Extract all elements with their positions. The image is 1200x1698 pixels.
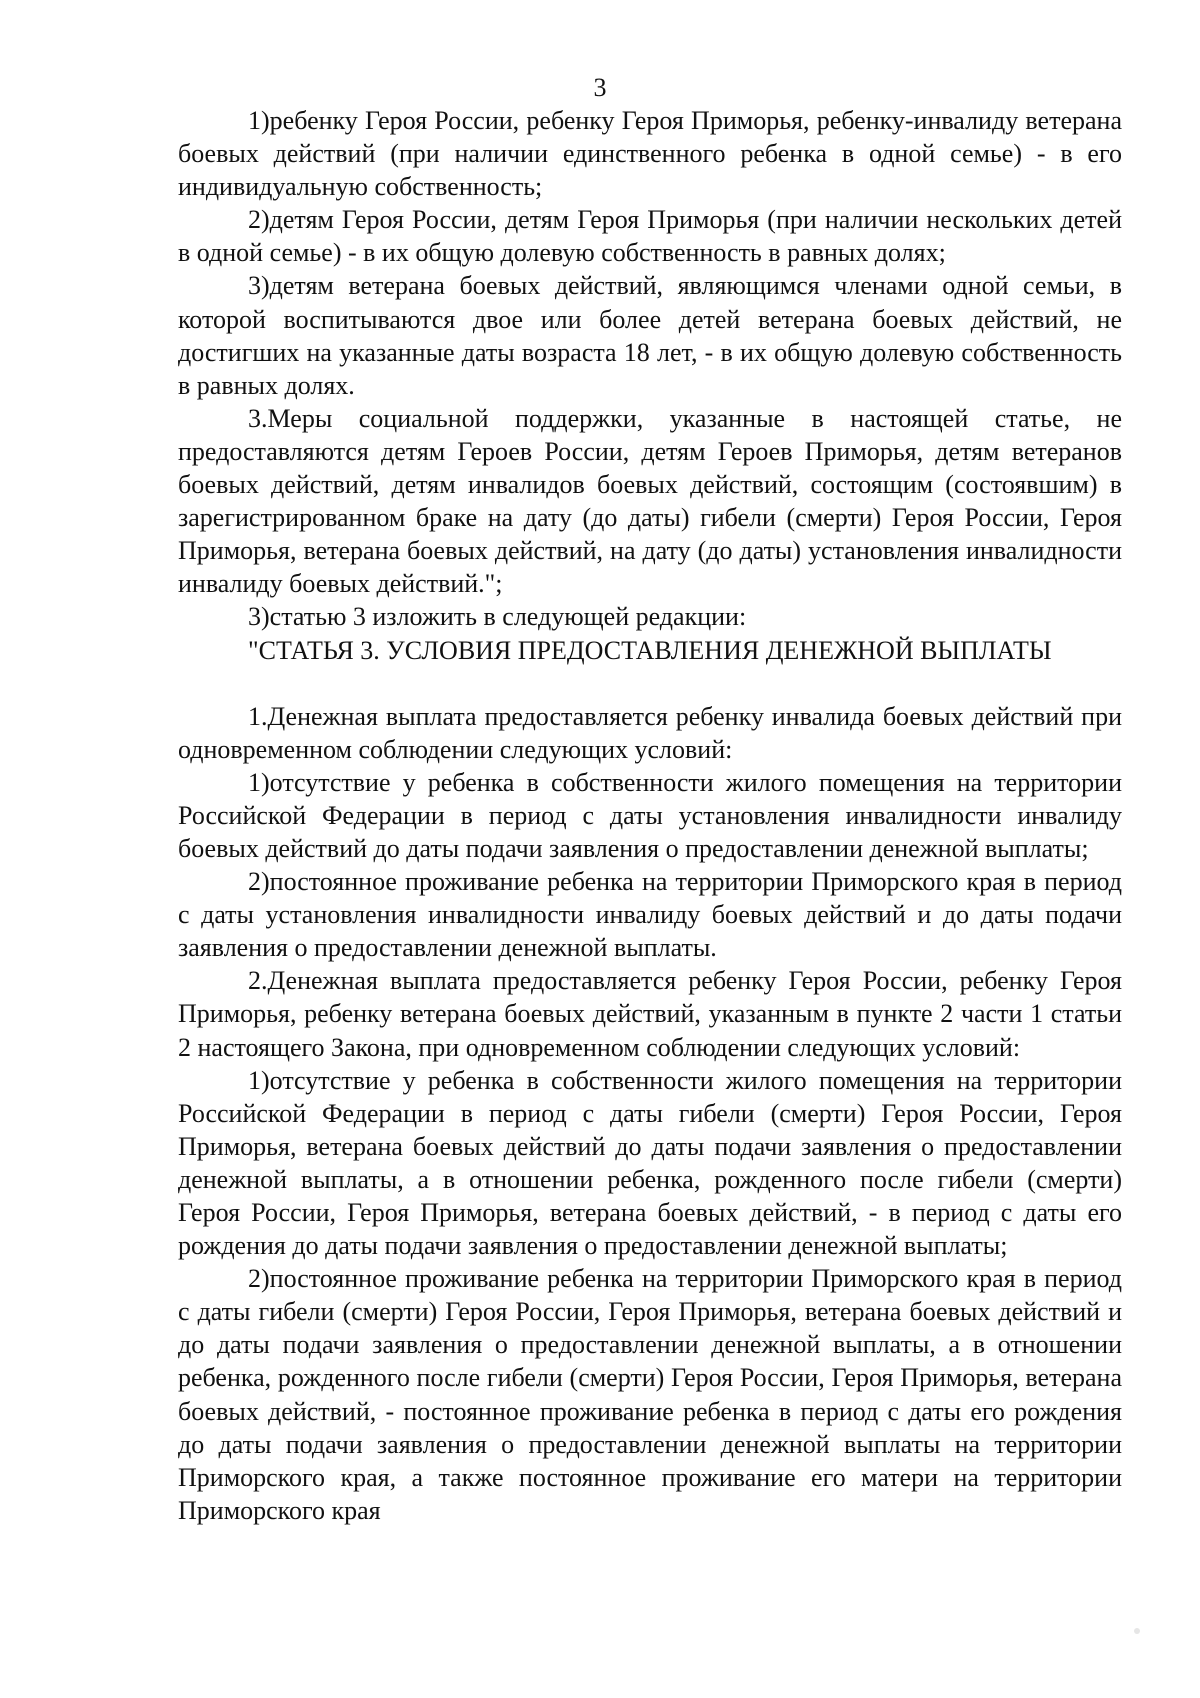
paragraph-item-2: 2)детям Героя России, детям Героя Приморья (при наличии нескольких детей в одной семье) - в их общую долевую собственность в равных долях; (178, 205, 1122, 268)
paragraph-part-3: 3.Меры социальной поддержки, указанные в настоящей статье, не предоставляются детям Героев России, детям Героев Приморья, детям ветеранов боевых действий, детям инвалидов боевых действий, состоящим (состоявшим) в зарегистрированном браке на дату (до даты) гибели (смерти) Героя России, Героя Приморья, ветерана боевых действий, на дату (до даты) установления инвалидности инвалиду боевых действий."; (178, 403, 1122, 599)
paragraph-part-1: 1.Денежная выплата предоставляется ребенку инвалида боевых действий при одновременном соблюдении следующих условий: (178, 701, 1122, 764)
paragraph-part-1-item-2: 2)постоянное проживание ребенка на территории Приморского края в период с даты установления инвалидности инвалиду боевых действий и до даты подачи заявления о предоставлении денежной выплаты. (178, 867, 1122, 963)
article-3-heading: "СТАТЬЯ 3. УСЛОВИЯ ПРЕДОСТАВЛЕНИЯ ДЕНЕЖНОЙ ВЫПЛАТЫ (248, 635, 1052, 665)
paragraph-item-3: 3)детям ветерана боевых действий, являющимся членами одной семьи, в которой воспитываются двое или более детей ветерана боевых действий, не достигших на указанные даты возраста 18 лет, - в их общую долевую собственность в равных долях. (178, 271, 1122, 400)
heading-spacer (178, 667, 1122, 700)
paragraph-part-2-item-1: 1)отсутствие у ребенка в собственности жилого помещения на территории Российской Федерации в период с даты гибели (смерти) Героя России, Героя Приморья, ветерана боевых действий до даты подачи заявления о предоставлении денежной выплаты, а в отношении ребенка, рожденного после гибели (смерти) Героя России, Героя Приморья, ветерана боевых действий, - в период с даты его рождения до даты подачи заявления о предоставлении денежной выплаты; (178, 1065, 1122, 1261)
paragraph-part-1-item-1: 1)отсутствие у ребенка в собственности жилого помещения на территории Российской Федерации в период с даты установления инвалидности инвалиду боевых действий до даты подачи заявления о предоставлении денежной выплаты; (178, 767, 1122, 863)
document-body (178, 104, 1122, 1527)
paragraph-part-2: 2.Денежная выплата предоставляется ребенку Героя России, ребенку Героя Приморья, ребенку ветерана боевых действий, указанным в пункте 2 части 1 статьи 2 настоящего Закона, при одновременном соблюдении следующих условий: (178, 966, 1122, 1062)
paragraph-part-2-item-2: 2)постоянное проживание ребенка на территории Приморского края в период с даты гибели (смерти) Героя России, Героя Приморья, ветерана боевых действий и до даты подачи заявления о предоставлении денежной выплаты, а в отношении ребенка, рожденного после гибели (смерти) Героя России, Героя Приморья, ветерана боевых действий, - постоянное проживание ребенка в период с даты его рождения до даты подачи заявления о предоставлении денежной выплаты на территории Приморского края, а также постоянное проживание его матери на территории Приморского края (178, 1264, 1122, 1525)
paragraph-item-1: 1)ребенку Героя России, ребенку Героя Приморья, ребенку-инвалиду ветерана боевых действий (при наличии единственного ребенка в одной семье) - в его индивидуальную собственность; (178, 106, 1122, 202)
page-number: 3 (593, 73, 607, 102)
scan-speck (1134, 1628, 1140, 1634)
paragraph-amendment-intro: 3)статью 3 изложить в следующей редакции: (248, 602, 747, 632)
